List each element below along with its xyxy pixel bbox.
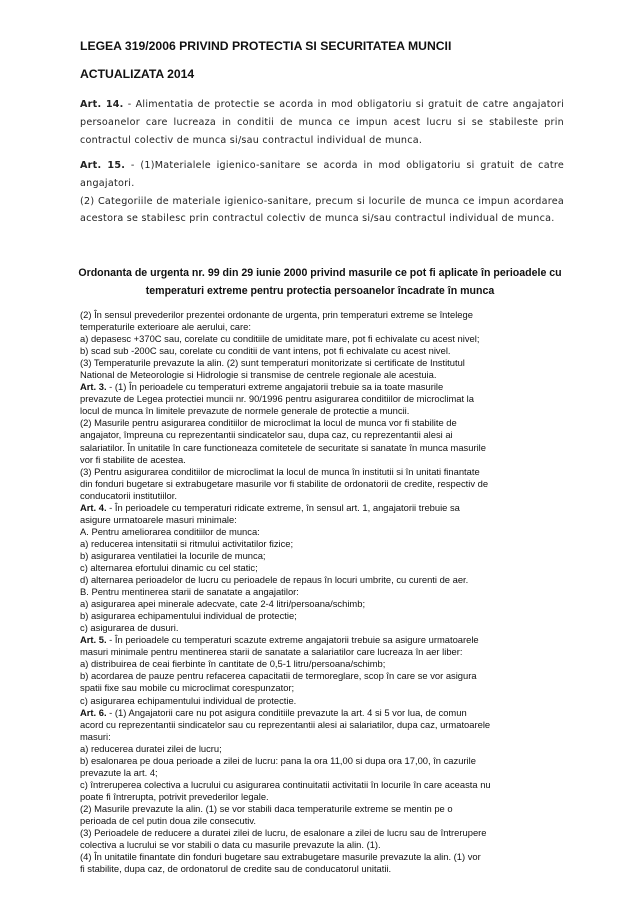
- line-text: - În perioadele cu temperaturi ridicate extreme, în sensul art. 1, angajatorii trebuie sa: [106, 501, 460, 513]
- text-line: [80, 586, 572, 598]
- line-text: locul de munca în limitele prevazute de normele generale de protectie a muncii.: [80, 405, 410, 417]
- text-line: [80, 827, 572, 839]
- text-line: [80, 695, 572, 707]
- text-line: [80, 562, 572, 574]
- article-15-label: Art. 15.: [80, 160, 126, 171]
- text-line: [80, 743, 572, 755]
- line-text: (2) În sensul prevederilor prezentei ordonante de urgenta, prin temperaturi extreme se întelege: [80, 309, 473, 320]
- document-subtitle: ACTUALIZATA 2014: [80, 67, 195, 81]
- line-text: angajator, împreuna cu reprezentantii sindicatelor sau, dupa caz, cu reprezentantii alesi ai: [80, 429, 453, 441]
- article-label: Art. 3.: [80, 381, 107, 393]
- article-label: Art. 6.: [80, 706, 107, 718]
- line-text: c) întreruperea colectiva a lucrului cu asigurarea continuitatii activitatii în locurile în care aceasta nu: [80, 778, 491, 790]
- text-line: [80, 682, 572, 694]
- line-text: (2) Masurile pentru asigurarea conditiilor de microclimat la locul de munca vor fi stabilite de: [80, 417, 457, 429]
- line-text: c) alternarea efortului dinamic cu cel static;: [80, 561, 258, 573]
- line-text: - În perioadele cu temperaturi scazute extreme angajatorii trebuie sa asigure urmatoarele: [106, 634, 479, 646]
- line-text: poate fi întrerupta, potrivit prevederilor legale.: [80, 790, 269, 802]
- line-text: A. Pentru ameliorarea conditiilor de munca:: [80, 525, 260, 537]
- ordinance-title: Ordonanta de urgenta nr. 99 din 29 iunie 2000 privind masurile ce pot fi aplicate în perioadele cu temperaturi extreme pentru protectia persoanelor încadrate în munca: [78, 267, 562, 297]
- line-text: colectiva a lucrului se vor stabili o data cu masurile prevazute la alin. (1).: [80, 839, 381, 851]
- text-line: [80, 417, 572, 429]
- text-line: [80, 550, 572, 562]
- line-text: masuri minimale pentru mentinerea starii de sanatate a salariatilor care lucreaza în aer liber:: [80, 646, 463, 658]
- text-line: [80, 574, 572, 586]
- line-text: b) scad sub -200C sau, corelate cu conditii de vant intens, pot fi echivalate cu acest nivel.: [80, 345, 451, 357]
- line-text: (3) Pentru asigurarea conditiilor de microclimat la locul de munca în institutii si în unitati finantate: [80, 465, 480, 477]
- article-14-text: - Alimentatia de protectie se acorda in mod obligatoriu si gratuit de catre angajatori persoanelor care lucreaza in conditii de munca ce impun acest lucru si se stabileste prin contractul colectiv de munca si/sau contractul individual de munca.: [80, 99, 564, 146]
- article-14: [80, 96, 564, 149]
- document-title: LEGEA 319/2006 PRIVIND PROTECTIA SI SECURITATEA MUNCII: [80, 39, 452, 53]
- text-line: [80, 658, 572, 670]
- line-text: a) depasesc +370C sau, corelate cu conditiile de umiditate mare, pot fi echivalate cu acest nivel;: [80, 333, 480, 345]
- text-line: [80, 851, 572, 863]
- text-line: [80, 779, 572, 791]
- line-text: b) esalonarea pe doua perioade a zilei de lucru: pana la ora 11,00 si dupa ora 17,00, în cazurile: [80, 754, 476, 766]
- line-text: (3) Temperaturile prevazute la alin. (2) sunt temperaturi monitorizate si certificate de Institutul: [80, 357, 465, 369]
- line-text: masuri:: [80, 730, 111, 742]
- text-line: [80, 369, 572, 381]
- text-line: [80, 333, 572, 345]
- line-text: spatii fixe sau mobile cu microclimat corespunzator;: [80, 682, 295, 694]
- text-line: [80, 731, 572, 743]
- article-15-text-1: - (1)Materialele igienico-sanitare se acorda in mod obligatoriu si gratuit de catre angajatori.: [80, 160, 564, 189]
- text-line: [80, 526, 572, 538]
- text-line: [80, 514, 572, 526]
- text-line: [80, 442, 572, 454]
- text-line: [80, 610, 572, 622]
- text-line: [80, 622, 572, 634]
- line-text: a) distribuirea de ceai fierbinte în cantitate de 0,5-1 litru/persoana/schimb;: [80, 658, 386, 670]
- line-text: din fonduri bugetare si extrabugetare masurile vor fi stabilite de ordonatorii de credite, respectiv de: [80, 477, 489, 489]
- article-15-para-1: [80, 157, 564, 193]
- text-line: [80, 466, 572, 478]
- article-15: [80, 157, 564, 228]
- line-text: vor fi stabilite de acestea.: [80, 453, 186, 465]
- text-line: [80, 815, 572, 827]
- line-text: temperaturile exterioare ale aerului, care:: [80, 321, 251, 333]
- text-line: [80, 393, 572, 405]
- article-14-label: Art. 14.: [80, 99, 124, 110]
- line-text: (3) Perioadele de reducere a duratei zilei de lucru, de esalonare a zilei de lucru sau de întrerupere: [80, 827, 487, 839]
- line-text: conducatorii institutiilor.: [80, 489, 177, 501]
- text-line: [80, 309, 572, 321]
- text-line: [80, 321, 572, 333]
- line-text: c) asigurarea de dusuri.: [80, 622, 179, 634]
- text-line: [80, 381, 572, 393]
- line-text: a) reducerea intensitatii si ritmului activitatilor fizice;: [80, 537, 294, 549]
- text-line: [80, 490, 572, 502]
- text-line: [80, 767, 572, 779]
- line-text: salariatilor. În unitatile în care functioneaza comitetele de securitate si sanatate în munca masurile: [80, 441, 486, 453]
- line-text: asigure urmatoarele masuri minimale:: [80, 513, 237, 525]
- line-text: B. Pentru mentinerea starii de sanatate a angajatilor:: [80, 586, 299, 598]
- line-text: (4) În unitatile finantate din fonduri bugetare sau extrabugetare masurile prevazute la alin. (1) vor: [80, 851, 481, 863]
- line-text: b) asigurarea ventilatiei la locurile de munca;: [80, 549, 266, 561]
- line-text: d) alternarea perioadelor de lucru cu perioadele de repaus în locuri umbrite, cu curenti de aer.: [80, 574, 469, 586]
- text-line: [80, 803, 572, 815]
- text-line: [80, 646, 572, 658]
- line-text: prevazute de Legea protectiei muncii nr. 90/1996 pentru asigurarea conditiilor de microclimat la: [80, 393, 474, 405]
- text-line: [80, 429, 572, 441]
- text-line: [80, 719, 572, 731]
- line-text: b) asigurarea echipamentului individual de protectie;: [80, 610, 297, 622]
- text-line: [80, 502, 572, 514]
- text-line: [80, 598, 572, 610]
- line-text: fi stabilite, dupa caz, de ordonatorul de credite sau de conducatorul unitatii.: [80, 863, 392, 875]
- line-text: (2) Masurile prevazute la alin. (1) se vor stabili daca temperaturile extreme se mentin pe o: [80, 802, 453, 814]
- text-line: [80, 454, 572, 466]
- line-text: - (1) În perioadele cu temperaturi extreme angajatorii trebuie sa ia toate masurile: [106, 381, 444, 393]
- line-text: c) asigurarea echipamentului individual de protectie.: [80, 694, 297, 706]
- line-text: prevazute la art. 4;: [80, 766, 158, 778]
- text-line: [80, 791, 572, 803]
- text-line: [80, 863, 572, 875]
- text-line: [80, 478, 572, 490]
- article-label: Art. 4.: [80, 501, 107, 513]
- text-line: [80, 538, 572, 550]
- text-line: [80, 670, 572, 682]
- text-line: [80, 707, 572, 719]
- line-text: a) reducerea duratei zilei de lucru;: [80, 742, 222, 754]
- text-line: [80, 634, 572, 646]
- line-text: - (1) Angajatorii care nu pot asigura conditiile prevazute la art. 4 si 5 vor lua, de comun: [106, 706, 467, 718]
- line-text: National de Meteorologie si Hidrologie si transmise de centrele regionale ale acestuia.: [80, 369, 437, 381]
- text-line: [80, 405, 572, 417]
- article-15-para-2: (2) Categoriile de materiale igienico-sanitare, precum si locurile de munca ce impun acordarea acestora se stabilesc prin contractul colectiv de munca si/sau contractul individual de munca.: [80, 195, 564, 225]
- text-line: [80, 839, 572, 851]
- text-line: [80, 357, 572, 369]
- line-text: a) asigurarea apei minerale adecvate, cate 2-4 litri/persoana/schimb;: [80, 598, 366, 610]
- line-text: acord cu reprezentantii sindicatelor sau cu reprezentantii alesi ai salariatilor, dupa caz, urmatoarele: [80, 718, 491, 730]
- article-label: Art. 5.: [80, 634, 107, 646]
- text-line: [80, 755, 572, 767]
- text-line: [80, 345, 572, 357]
- line-text: b) acordarea de pauze pentru refacerea capacitatii de termoreglare, scop în care se vor asigura: [80, 670, 477, 682]
- ordinance-body: [80, 309, 572, 875]
- line-text: perioada de cel putin doua zile consecutiv.: [80, 814, 256, 826]
